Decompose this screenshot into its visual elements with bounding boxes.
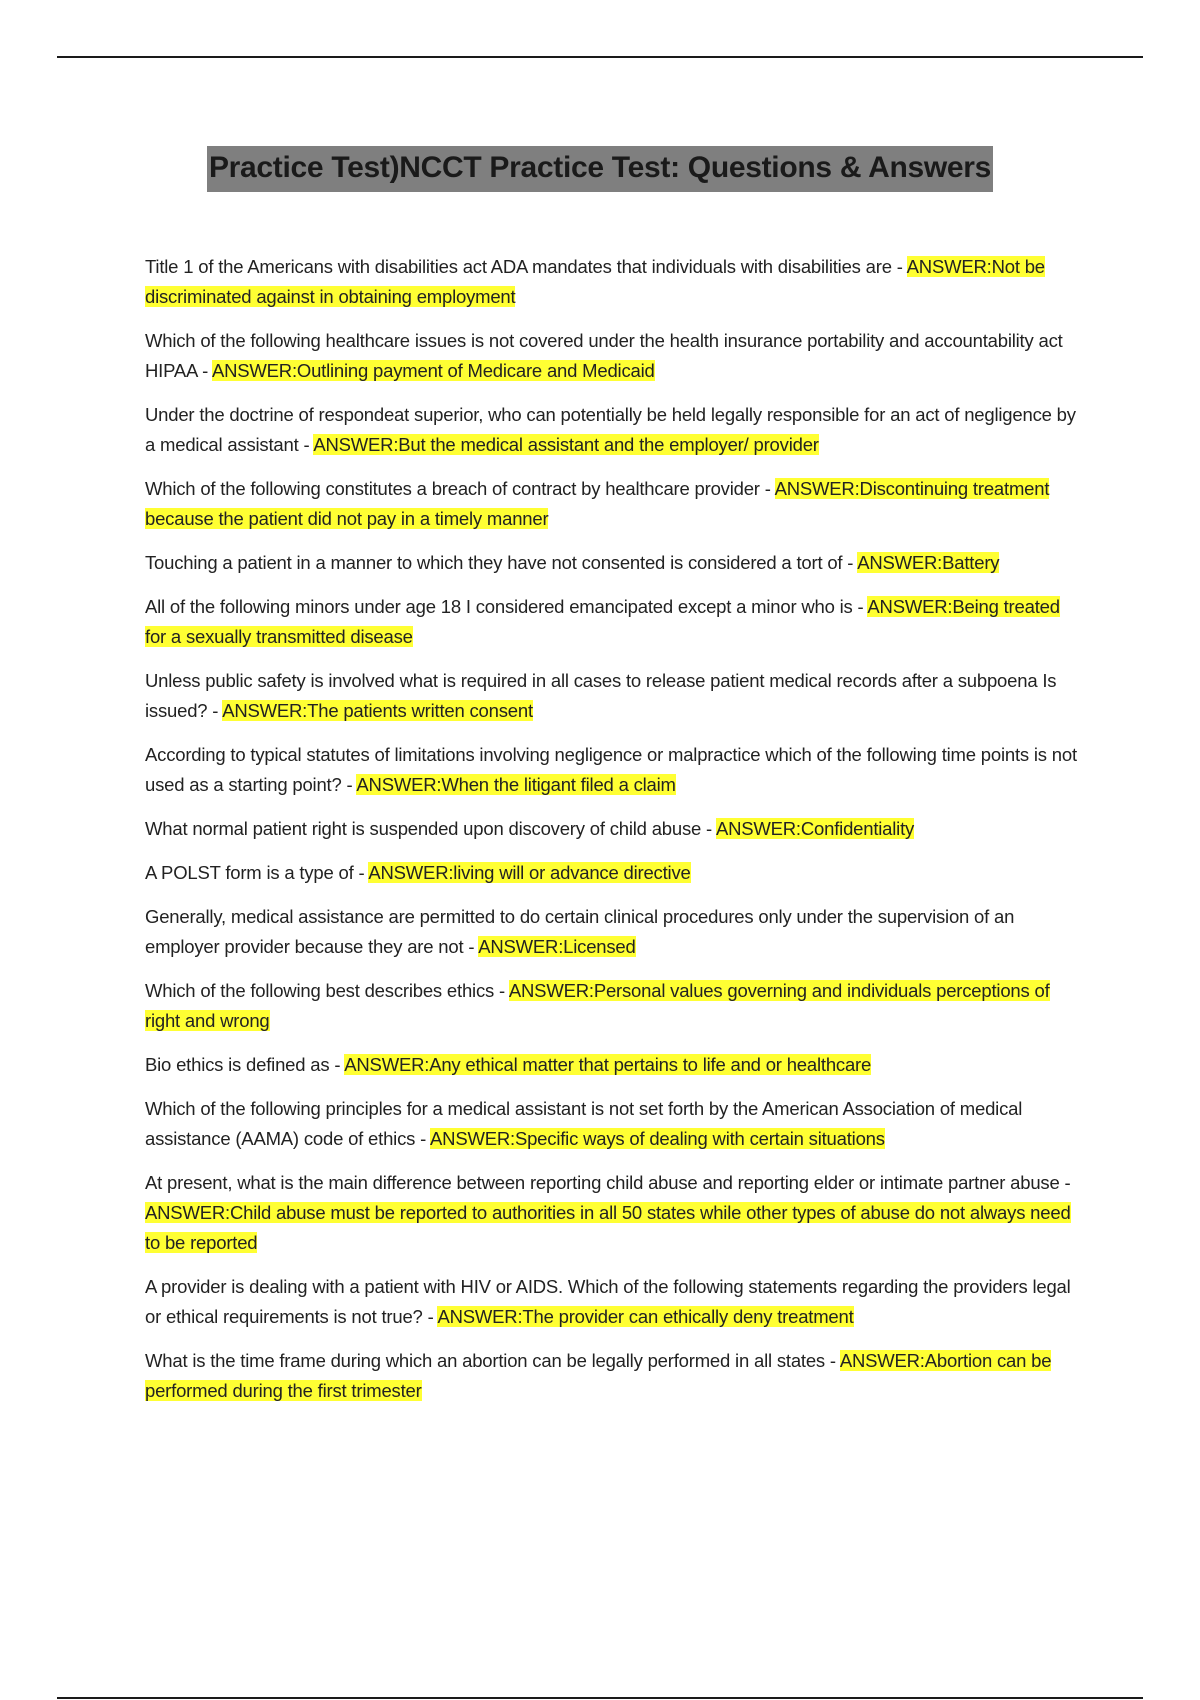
top-rule [57,56,1143,58]
answer-text: ANSWER:Personal values governing and individuals perceptions of right and wrong [145,980,1050,1031]
question-text: All of the following minors under age 18 I considered emancipated except a minor who is - [145,596,868,617]
qa-item [145,740,1085,800]
question-text: Bio ethics is defined as - [145,1054,345,1075]
answer-text: ANSWER:When the litigant filed a claim [356,774,676,795]
question-text: Which of the following best describes ethics - [145,980,509,1001]
qa-item [145,252,1085,312]
question-text: A POLST form is a type of - [145,862,369,883]
question-text: What normal patient right is suspended upon discovery of child abuse - [145,818,716,839]
answer-text: ANSWER:Being treated for a sexually transmitted disease [145,596,1060,647]
question-text: At present, what is the main difference between reporting child abuse and reporting elder or intimate partner abuse - [145,1172,1071,1193]
answer-text: ANSWER:Specific ways of dealing with certain situations [430,1128,885,1149]
qa-item [145,976,1085,1036]
answer-text: ANSWER:Child abuse must be reported to authorities in all 50 states while other types of abuse do not always need to be reported [145,1202,1071,1253]
answer-text: ANSWER:Discontinuing treatment because the patient did not pay in a timely manner [145,478,1050,529]
answer-text: ANSWER:Outlining payment of Medicare and Medicaid [211,360,655,381]
qa-item [145,1050,1085,1080]
question-text: A provider is dealing with a patient with HIV or AIDS. Which of the following statements regarding the providers legal or ethical requirements is not true? - [145,1276,1071,1327]
answer-text: ANSWER:Any ethical matter that pertains to life and or healthcare [344,1054,872,1075]
question-text: Touching a patient in a manner to which they have not consented is considered a tort of - [145,552,858,573]
qa-item [145,666,1085,726]
bottom-rule [57,1697,1143,1699]
qa-item [145,400,1085,460]
answer-text: ANSWER:Abortion can be performed during the first trimester [145,1350,1052,1401]
question-text: Under the doctrine of respondeat superior, who can potentially be held legally responsible for an act of negligence by a medical assistant - [145,404,1076,455]
qa-list [145,252,1085,1420]
answer-text: ANSWER:The patients written consent [222,700,533,721]
answer-text: ANSWER:But the medical assistant and the employer/ provider [313,434,819,455]
qa-item [145,1272,1085,1332]
question-text: Unless public safety is involved what is required in all cases to release patient medical records after a subpoena Is issued? - [145,670,1057,721]
question-text: Which of the following principles for a medical assistant is not set forth by the American Association of medical assistance (AAMA) code of ethics - [145,1098,1023,1149]
qa-item [145,326,1085,386]
qa-item [145,902,1085,962]
question-text: Title 1 of the Americans with disabilities act ADA mandates that individuals with disabilities are - [145,256,907,277]
question-text: According to typical statutes of limitations involving negligence or malpractice which of the following time points is not used as a starting point? - [145,744,1077,795]
qa-item [145,592,1085,652]
answer-text: ANSWER:Not be discriminated against in obtaining employment [145,256,1045,307]
question-text: What is the time frame during which an abortion can be legally performed in all states - [145,1350,840,1371]
qa-item [145,814,1085,844]
qa-item [145,858,1085,888]
answer-text: ANSWER:Battery [857,552,1000,573]
answer-text: ANSWER:Confidentiality [715,818,915,839]
qa-item [145,1094,1085,1154]
qa-item [145,474,1085,534]
title-block [0,146,1200,192]
answer-text: ANSWER:Licensed [478,936,636,957]
document-title: Practice Test)NCCT Practice Test: Questions & Answers [207,146,993,192]
qa-item [145,548,1085,578]
question-text: Which of the following constitutes a breach of contract by healthcare provider - [145,478,775,499]
qa-item [145,1346,1085,1406]
question-text: Generally, medical assistance are permitted to do certain clinical procedures only under the supervision of an employer provider because they are not - [145,906,1015,957]
answer-text: ANSWER:living will or advance directive [368,862,691,883]
answer-text: ANSWER:The provider can ethically deny treatment [437,1306,854,1327]
qa-item [145,1168,1085,1258]
question-text: Which of the following healthcare issues is not covered under the health insurance portability and accountability act HIPAA - [145,330,1063,381]
